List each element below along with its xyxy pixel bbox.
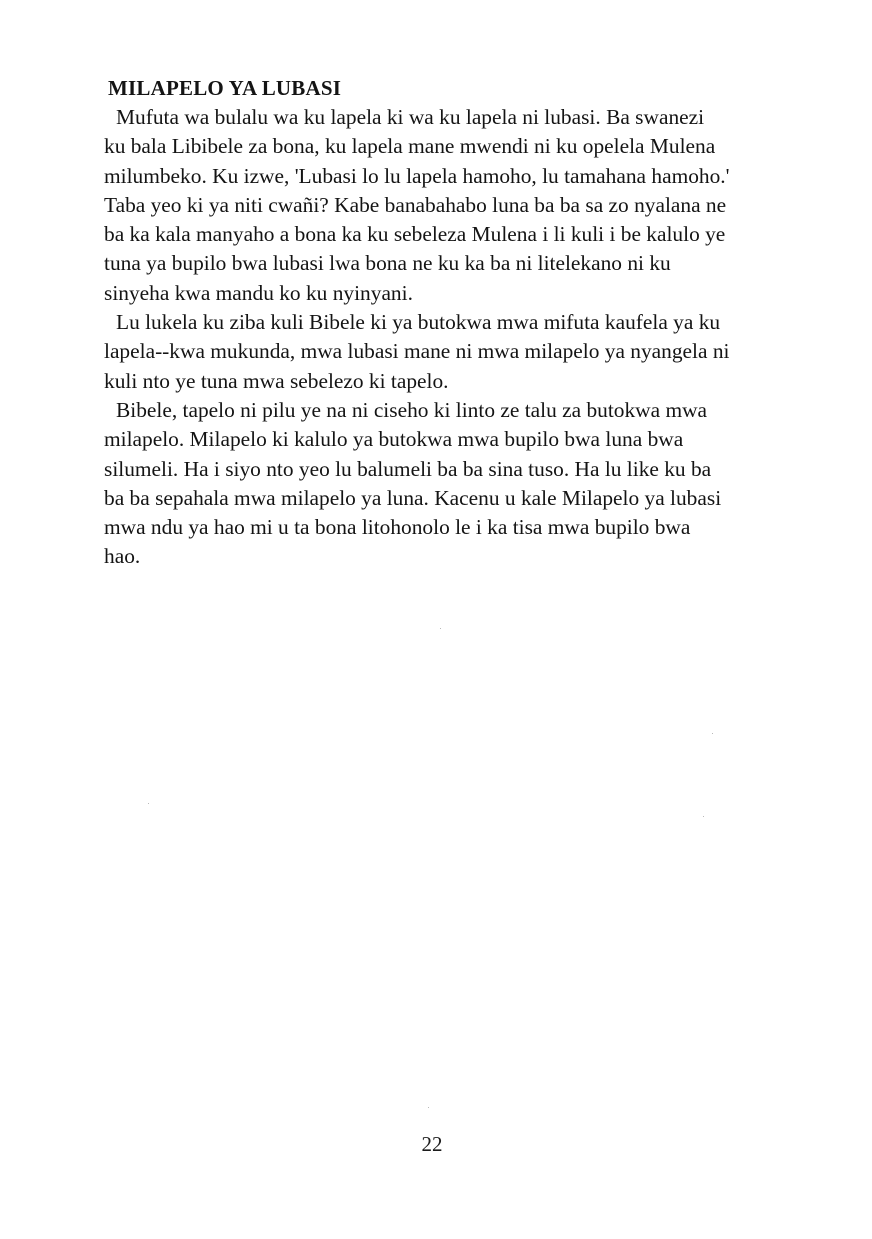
text-line: Taba yeo ki ya niti cwañi? Kabe banabahabo luna ba ba sa zo nyalana ne xyxy=(104,192,727,217)
page-content xyxy=(104,74,840,572)
text-line: ba ka kala manyaho a bona ka ku sebeleza Mulena i li kuli i be kalulo ye xyxy=(104,222,726,247)
scan-speck xyxy=(440,628,441,629)
text-line: Bibele, tapelo ni pilu ye na ni ciseho ki linto ze talu za butokwa mwa xyxy=(116,397,708,422)
page-number: 22 xyxy=(421,1132,443,1156)
section-heading: MILAPELO YA LUBASI xyxy=(108,76,342,100)
text-line: mwa ndu ya hao mi u ta bona litohonolo le i ka tisa mwa bupilo bwa xyxy=(104,515,691,540)
scan-speck xyxy=(712,733,713,734)
text-line: tuna ya bupilo bwa lubasi lwa bona ne ku ka ba ni litelekano ni ku xyxy=(104,251,671,276)
text-line: kuli nto ye tuna mwa sebelezo ki tapelo. xyxy=(104,368,449,393)
paragraph-2 xyxy=(104,308,840,396)
text-line: silumeli. Ha i siyo nto yeo lu balumeli ba ba sina tuso. Ha lu like ku ba xyxy=(104,456,712,481)
text-line: hao. xyxy=(104,544,141,569)
text-line: lapela--kwa mukunda, mwa lubasi mane ni mwa milapelo ya nyangela ni xyxy=(104,339,730,364)
text-line: ba ba sepahala mwa milapelo ya luna. Kacenu u kale Milapelo ya lubasi xyxy=(104,485,722,510)
text-line: Mufuta wa bulalu wa ku lapela ki wa ku lapela ni lubasi. Ba swanezi xyxy=(116,105,705,129)
paragraph-1 xyxy=(104,103,840,308)
text-line: milumbeko. Ku izwe, 'Lubasi lo lu lapela hamoho, lu tamahana hamoho.' xyxy=(104,163,730,188)
scan-speck xyxy=(148,803,149,804)
scan-speck xyxy=(428,1107,429,1108)
text-line: Lu lukela ku ziba kuli Bibele ki ya butokwa mwa mifuta kaufela ya ku xyxy=(116,310,721,335)
scan-speck xyxy=(703,816,704,817)
text-line: milapelo. Milapelo ki kalulo ya butokwa mwa bupilo bwa luna bwa xyxy=(104,427,684,452)
paragraph-3 xyxy=(104,396,840,572)
text-line: ku bala Libibele za bona, ku lapela mane mwendi ni ku opelela Mulena xyxy=(104,134,716,159)
text-line: sinyeha kwa mandu ko ku nyinyani. xyxy=(104,280,413,305)
